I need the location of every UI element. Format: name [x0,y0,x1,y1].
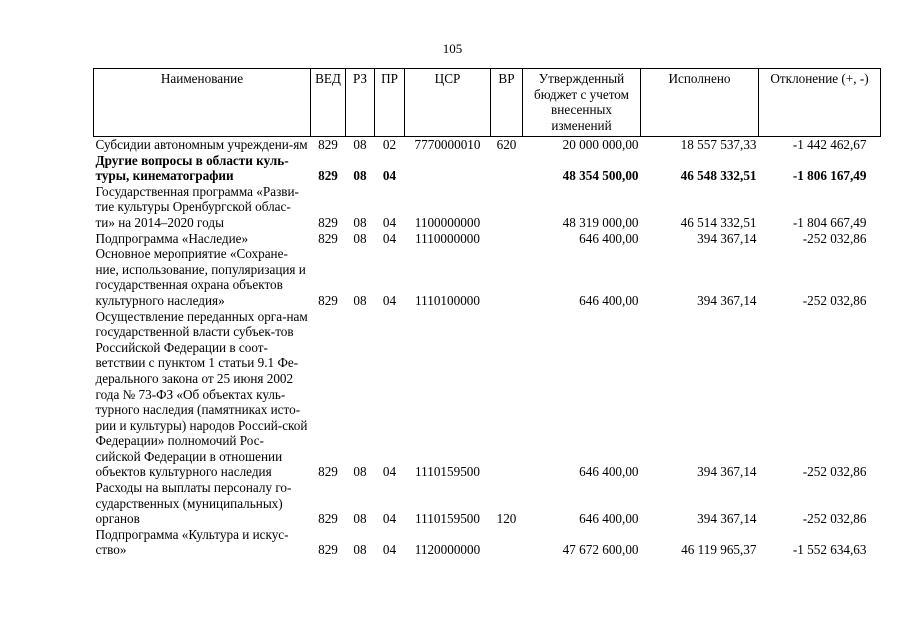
row-name: Расходы на выплаты персоналу го-сударственных (муниципальных) органов [95,480,292,527]
row-ved: 829 [318,214,338,230]
row-name: Государственная программа «Разви-тие культуры Оренбургской облас-ти» на 2014–2020 годы [95,183,299,230]
row-vr: 620 [496,137,517,152]
row-pr: 04 [382,168,397,184]
row-rz: 08 [353,542,367,558]
row-vr [491,246,523,308]
row-ved: 829 [318,511,338,527]
row-executed: 46 514 332,51 [680,214,757,230]
budget-execution-table [93,68,881,558]
row-pr: 04 [382,292,397,308]
table-row [94,184,881,231]
row-vr [491,309,523,481]
header-approved-budget: Утвержденный бюджет с учетом внесенных изменений [523,69,641,137]
row-csr: 1110159500 [415,464,480,480]
row-pr: 04 [382,542,397,558]
header-vr: ВР [491,69,523,137]
table-row [94,309,881,481]
row-approved: 48 319 000,00 [562,214,639,230]
row-name: Подпрограмма «Культура и искус-ство» [95,526,289,558]
row-deviation: -1 552 634,63 [792,542,867,558]
header-rz: РЗ [346,69,375,137]
row-executed: 46 119 965,37 [681,542,757,558]
row-deviation: -252 032,86 [802,511,867,527]
row-ved: 829 [318,292,338,308]
row-ved: 829 [318,464,338,480]
row-name: Осуществление переданных орга-нам государственной власти субъек-тов Российской Федерации в соот-ветствии с пунктом 1 статьи 9.1 Фе-дерального закона от 25 июня 2002 года № 73-ФЗ «Об объектах куль-турного наследия (памятниках исто-рии и культуры) народов Россий-ской Федерации» полномочий Рос-сийской Федерации в отношении объектов культурного наследия [95,308,308,480]
row-deviation: -252 032,86 [802,292,867,308]
header-deviation: Отклонение (+, -) [759,69,881,137]
row-name: Другие вопросы в области куль-туры, кинематографии [95,152,289,184]
row-vr [491,527,523,558]
row-executed: 394 367,14 [697,464,757,480]
header-name: Наименование [94,69,311,137]
table-row [94,153,881,184]
row-name: Основное мероприятие «Сохране-ние, использование, популяризация и государственная охрана объектов культурного наследия» [95,246,306,308]
row-deviation: -1 804 667,49 [792,214,867,230]
row-ved: 829 [318,542,338,558]
row-ved: 829 [318,168,338,184]
header-pr: ПР [375,69,405,137]
table-row [94,527,881,558]
row-name: Субсидии автономным учреждени-ям [95,137,308,152]
table-header-row [94,69,881,137]
row-csr [405,153,491,184]
row-approved: 48 354 500,00 [562,168,639,184]
row-executed: 18 557 537,33 [680,137,757,152]
row-rz: 08 [353,464,367,480]
row-pr: 04 [382,464,397,480]
row-rz: 08 [353,511,367,527]
row-vr [491,231,523,247]
row-approved: 646 400,00 [579,292,639,308]
row-csr: 1110100000 [415,292,480,308]
table-row [94,480,881,527]
row-csr: 1120000000 [414,542,481,558]
row-deviation: -252 032,86 [802,464,867,480]
row-pr: 04 [382,214,397,230]
row-executed: 394 367,14 [697,511,757,527]
header-csr: ЦСР [405,69,491,137]
row-rz: 08 [353,214,367,230]
row-csr: 7770000010 [414,137,481,152]
row-approved: 646 400,00 [579,464,639,480]
row-approved: 47 672 600,00 [562,542,639,558]
row-csr: 1110000000 [415,230,480,246]
row-approved: 646 400,00 [579,230,639,246]
row-name: Подпрограмма «Наследие» [95,230,249,246]
row-vr [491,184,523,231]
row-rz: 08 [353,230,367,246]
row-deviation: -252 032,86 [802,230,867,246]
row-rz: 08 [353,137,367,152]
row-ved: 829 [318,230,338,246]
row-pr: 04 [382,230,397,246]
row-executed: 46 548 332,51 [680,168,757,184]
header-executed: Исполнено [641,69,759,137]
row-executed: 394 367,14 [697,230,757,246]
row-executed: 394 367,14 [697,292,757,308]
row-csr: 1100000000 [414,214,481,230]
table-row [94,246,881,308]
row-csr: 1110159500 [415,511,480,527]
page-number: 105 [442,41,463,56]
row-rz: 08 [353,168,367,184]
row-pr: 02 [382,137,397,152]
table-row [94,137,881,153]
table-row [94,231,881,247]
row-pr: 04 [382,511,397,527]
header-ved: ВЕД [311,69,346,137]
row-deviation: -1 806 167,49 [792,168,867,184]
row-approved: 646 400,00 [579,511,639,527]
row-deviation: -1 442 462,67 [792,137,867,152]
row-approved: 20 000 000,00 [562,137,639,152]
row-rz: 08 [353,292,367,308]
row-vr: 120 [496,511,517,527]
row-vr [491,153,523,184]
row-ved: 829 [318,137,338,152]
